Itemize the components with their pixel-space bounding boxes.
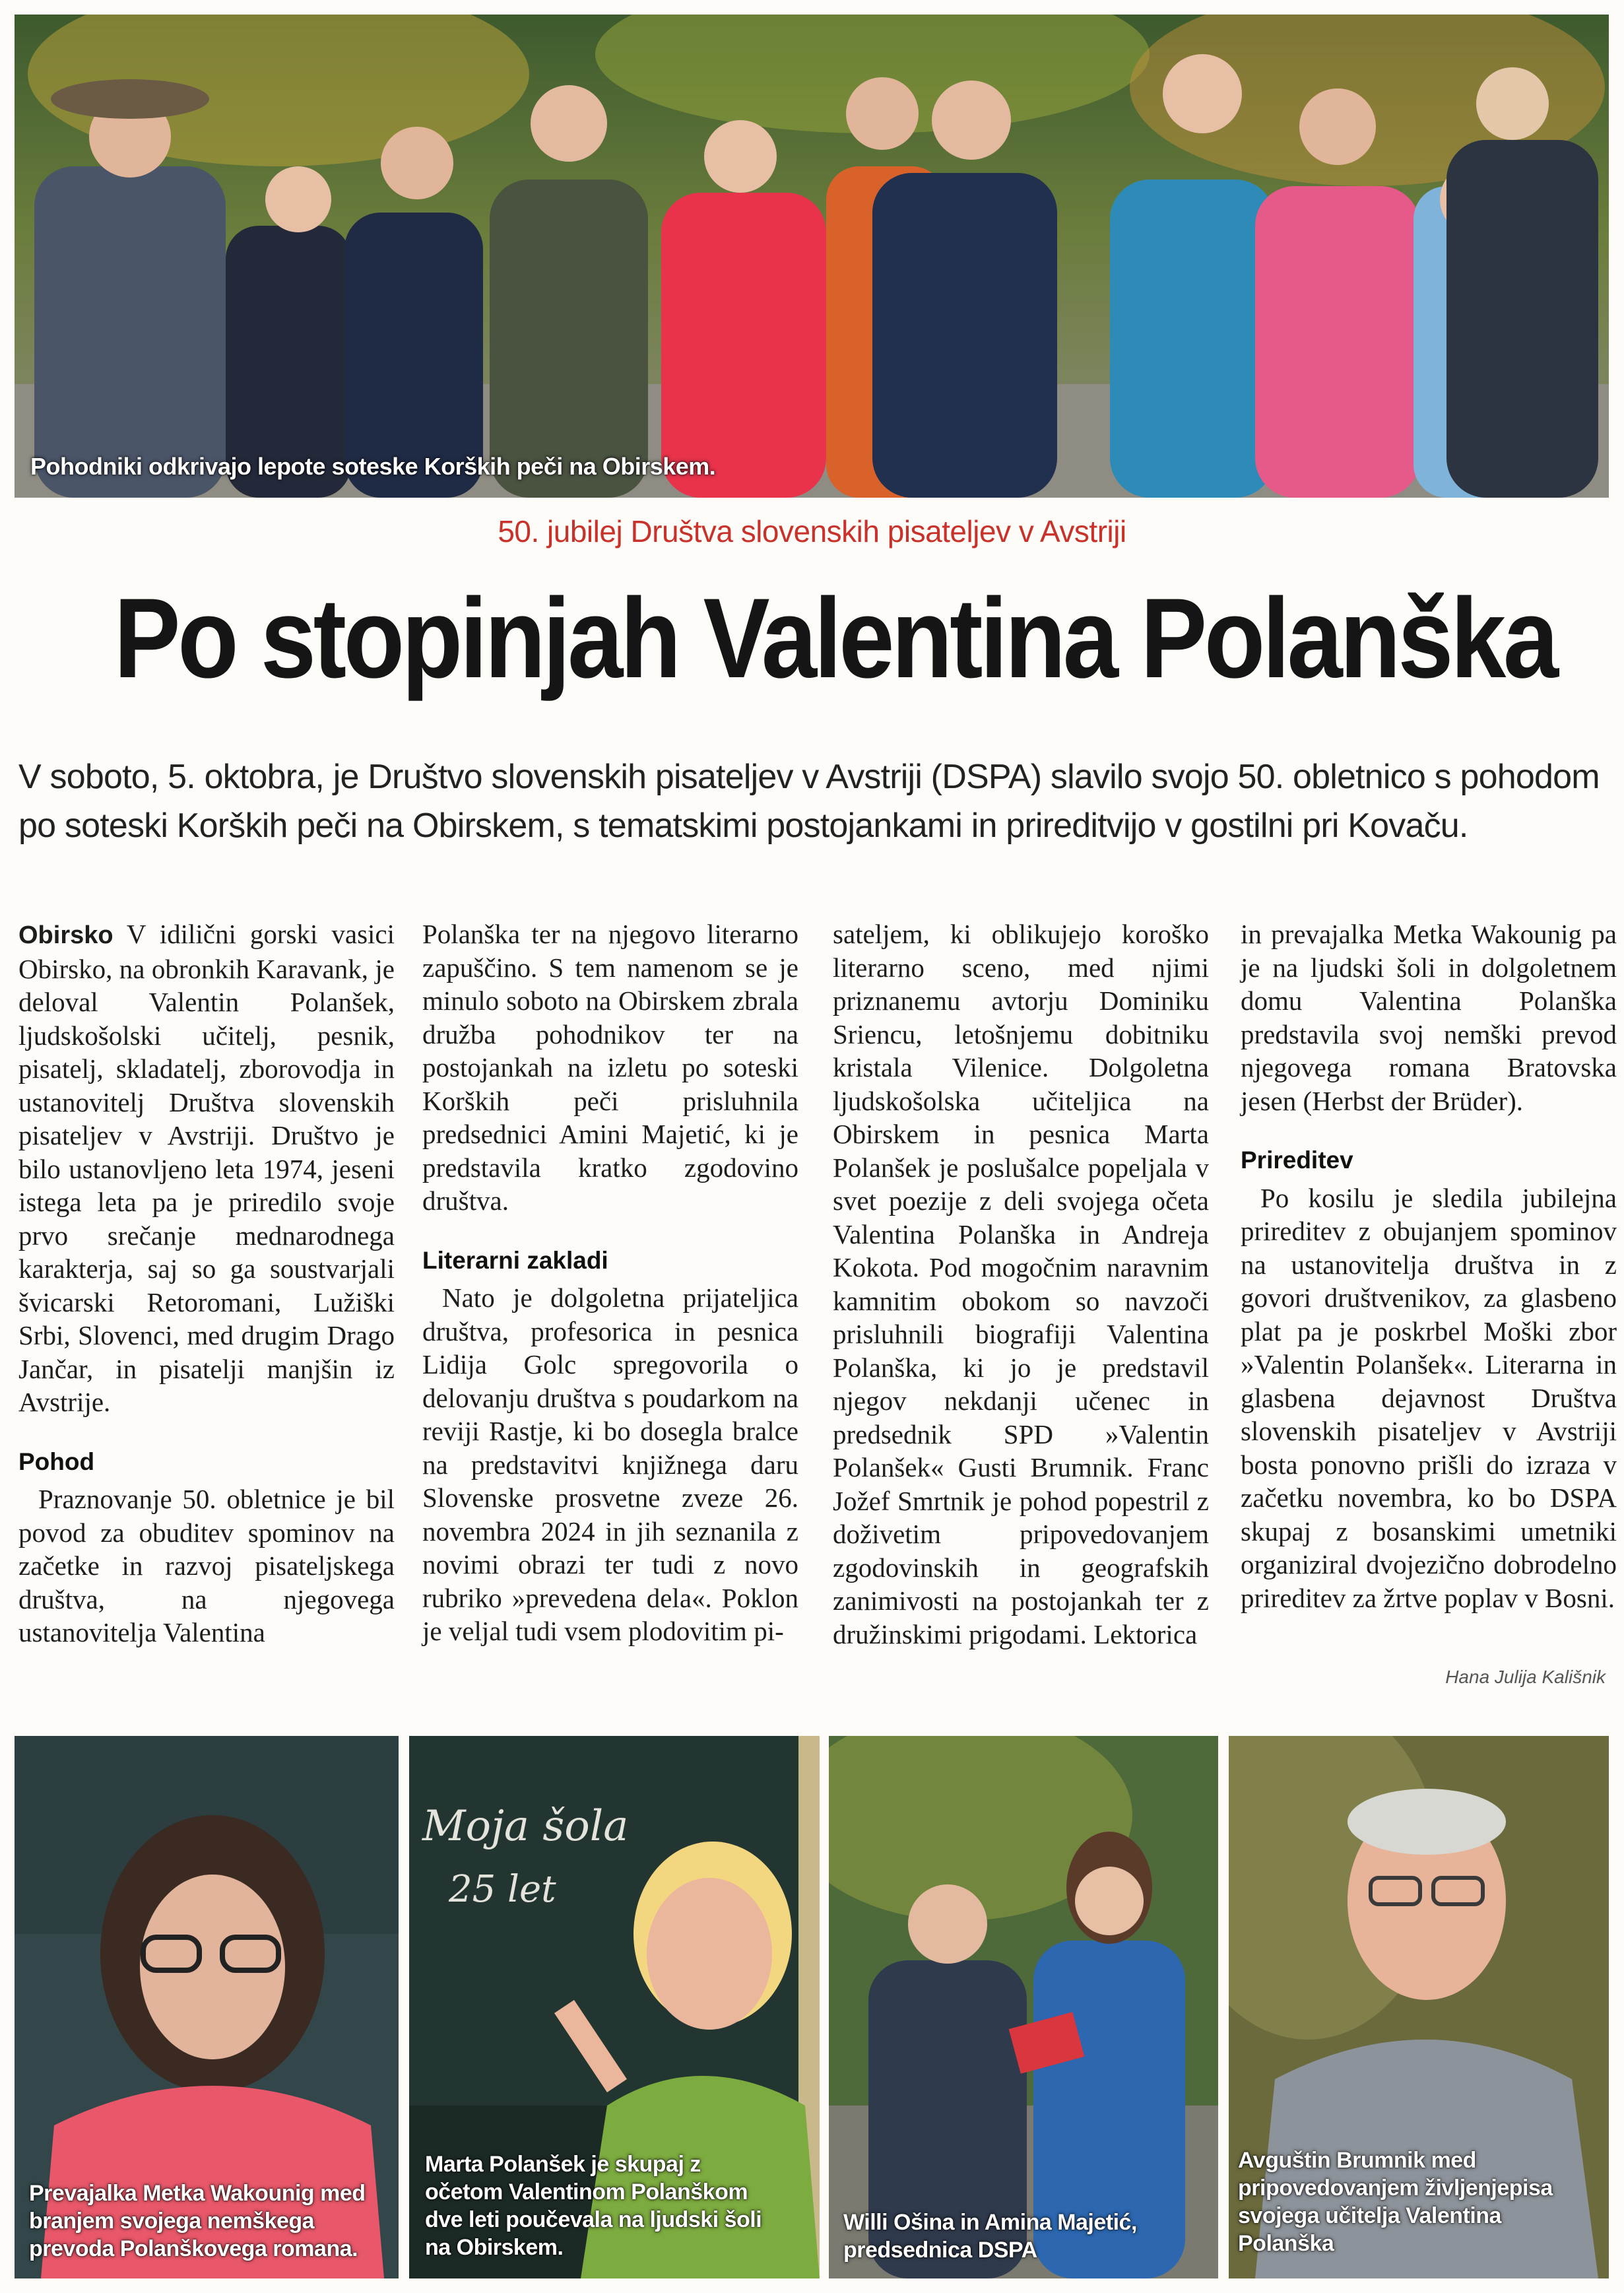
- caption-brumnik: Avguštin Brumnik med pripovedovanjem življenjepisa svojega učitelja Valentina Polanška: [1238, 2148, 1553, 2256]
- photo-avgustin-brumnik: [1229, 1736, 1609, 2278]
- column-2: [422, 917, 798, 1648]
- column-1: [18, 917, 395, 1649]
- zakladi-paragraph-middle: sateljem, ki oblikujejo koroško literarno sceno, med njimi priznanemu avtorju Dominiku Sriencu, letošnjemu dobitniku kristala Vilenice. Dolgoletna ljudskošolska učiteljica na Obirskem in pesnica Marta Polanšek je poslušalce popeljala v svet poezije z deli svojega očeta Valentina Polanška in Andreja Kokota. Pod mogočnim naravnim kamnitim obokom so navzoči prisluhnili biografiji Valentina Polanška, ki jo je predstavil njegov nekdanji učenec in predsednik SPD »Valentin Polanšek« Gusti Brumnik. Franc Jožef Smrtnik je pohod popestril z doživetim pripovedovanjem zgodovinskih in geografskih zanimivosti na postojankah ter z družinskimi prigodami. Lektorica: [833, 919, 1209, 1649]
- photo-willi-amina-illustration: [829, 1736, 1218, 2278]
- caption-willi-amina: Willi Ošina in Amina Majetić, predsednica DSPA: [843, 2210, 1137, 2263]
- prireditev-paragraph: Po kosilu je sledila jubilejna prireditev z obujanjem spominov na ustanovitelja društva in z govori društvenikov, za glasbeno plat pa je poskrbel Moški zbor »Valentin Polanšek«. Literarna in glasbena dejavnost Društva slovenskih pisateljev v Avstriji bosta ponovno prišli do izraza v začetku novembra, ko bo DSPA skupaj z bosanskimi umetniki organiziral dvojezično dobrodelno prireditev za žrtve poplav v Bosni.: [1241, 1182, 1617, 1613]
- pohod-paragraph-start: Praznovanje 50. obletnice je bil povod za obuditev spominov na začetke in razvoj pisateljskega društva, na njegovega ustanovitelja Valentina: [18, 1484, 395, 1647]
- subheading-pohod: Pohod: [18, 1447, 95, 1475]
- byline: Hana Julija Kališnik: [1445, 1667, 1606, 1687]
- photo-willi-amina: [829, 1736, 1218, 2278]
- photo-marta-polansek: [409, 1736, 820, 2278]
- zakladi-paragraph-start: Nato je dolgoletna prijateljica društva, profesorica in pesnica Lidija Golc spregovorila o delovanju društva s poudarkom na reviji Rastje, ki bo dosegla bralce na predstavitvi knjižnega daru Slovenske prosvetne zveze 26. novembra 2024 in jih seznanila z novimi obrazi ter tudi z novo rubriko »prevedena dela«. Poklon je veljal tudi vsem plodovitim pi-: [422, 1282, 798, 1646]
- photo-metka-wakounig: [15, 1736, 399, 2278]
- intro-paragraph: [18, 917, 395, 1419]
- group-photo-illustration: [15, 15, 1609, 498]
- caption-marta: Marta Polanšek je skupaj z očetom Valentinom Polanškom dve leti poučevala na ljudski šoli na Obirskem.: [425, 2152, 762, 2260]
- intro-text: V idilični gorski vasici Obirsko, na obronkih Karavank, je deloval Valentin Polanšek, ljudskošolski učitelj, pesnik, pisatelj, skladatelj, zborovodja in ustanovitelj Društva slovenskih pisateljev v Avstriji. Društvo je bilo ustanovljeno leta 1974, jeseni istega leta pa je priredilo svoje prvo srečanje mednarodnega karakterja, saj so ga soustvarjali švicarski Retoromani, Lužiški Srbi, Slovenci, med drugim Drago Jančar, in pisatelji manjšin iz Avstrije.: [18, 919, 395, 1417]
- headline: Po stopinjah Valentina Polanška: [114, 575, 1556, 702]
- column-3: [833, 917, 1209, 1651]
- group-photo: [15, 15, 1609, 498]
- dateline: Obirsko: [18, 921, 114, 949]
- zakladi-paragraph-end: in prevajalka Metka Wakounig pa je na ljudski šoli in dolgoletnem domu Valentina Polanška predstavila svoj nemški prevod njegovega romana Bratovska jesen (Herbst der Brüder).: [1241, 919, 1617, 1116]
- subheading-literarni-zakladi: Literarni zakladi: [422, 1246, 608, 1274]
- chalkboard-line-2: 25 let: [449, 1868, 556, 1911]
- caption-metka: Prevajalka Metka Wakounig med branjem svojega nemškega prevoda Polanškovega romana.: [29, 2181, 366, 2261]
- subheading-prireditev: Prireditev: [1241, 1146, 1353, 1174]
- column-4: [1241, 917, 1617, 1614]
- chalkboard-line-1: Moja šola: [422, 1802, 629, 1851]
- kicker: 50. jubilej Društva slovenskih pisateljev v Avstriji: [498, 514, 1126, 548]
- group-photo-caption: Pohodniki odkrivajo lepote soteske Korških peči na Obirskem.: [30, 453, 716, 480]
- pohod-paragraph-end: Polanška ter na njegovo literarno zapuščino. S tem namenom se je minulo soboto na Obirskem zbrala družba pohodnikov ter na postojankah na izletu po soteski Korških peči prisluhnila predsednici Amini Majetić, ki je predstavila kratko zgodovino društva.: [422, 919, 798, 1216]
- lead-paragraph: V soboto, 5. oktobra, je Društvo slovenskih pisateljev v Avstriji (DSPA) slavilo svojo 50. obletnico s pohodom po soteski Korških peči na Obirskem, s tematskimi postojankami in prireditvijo v gostilni pri Kovaču.: [18, 758, 1600, 845]
